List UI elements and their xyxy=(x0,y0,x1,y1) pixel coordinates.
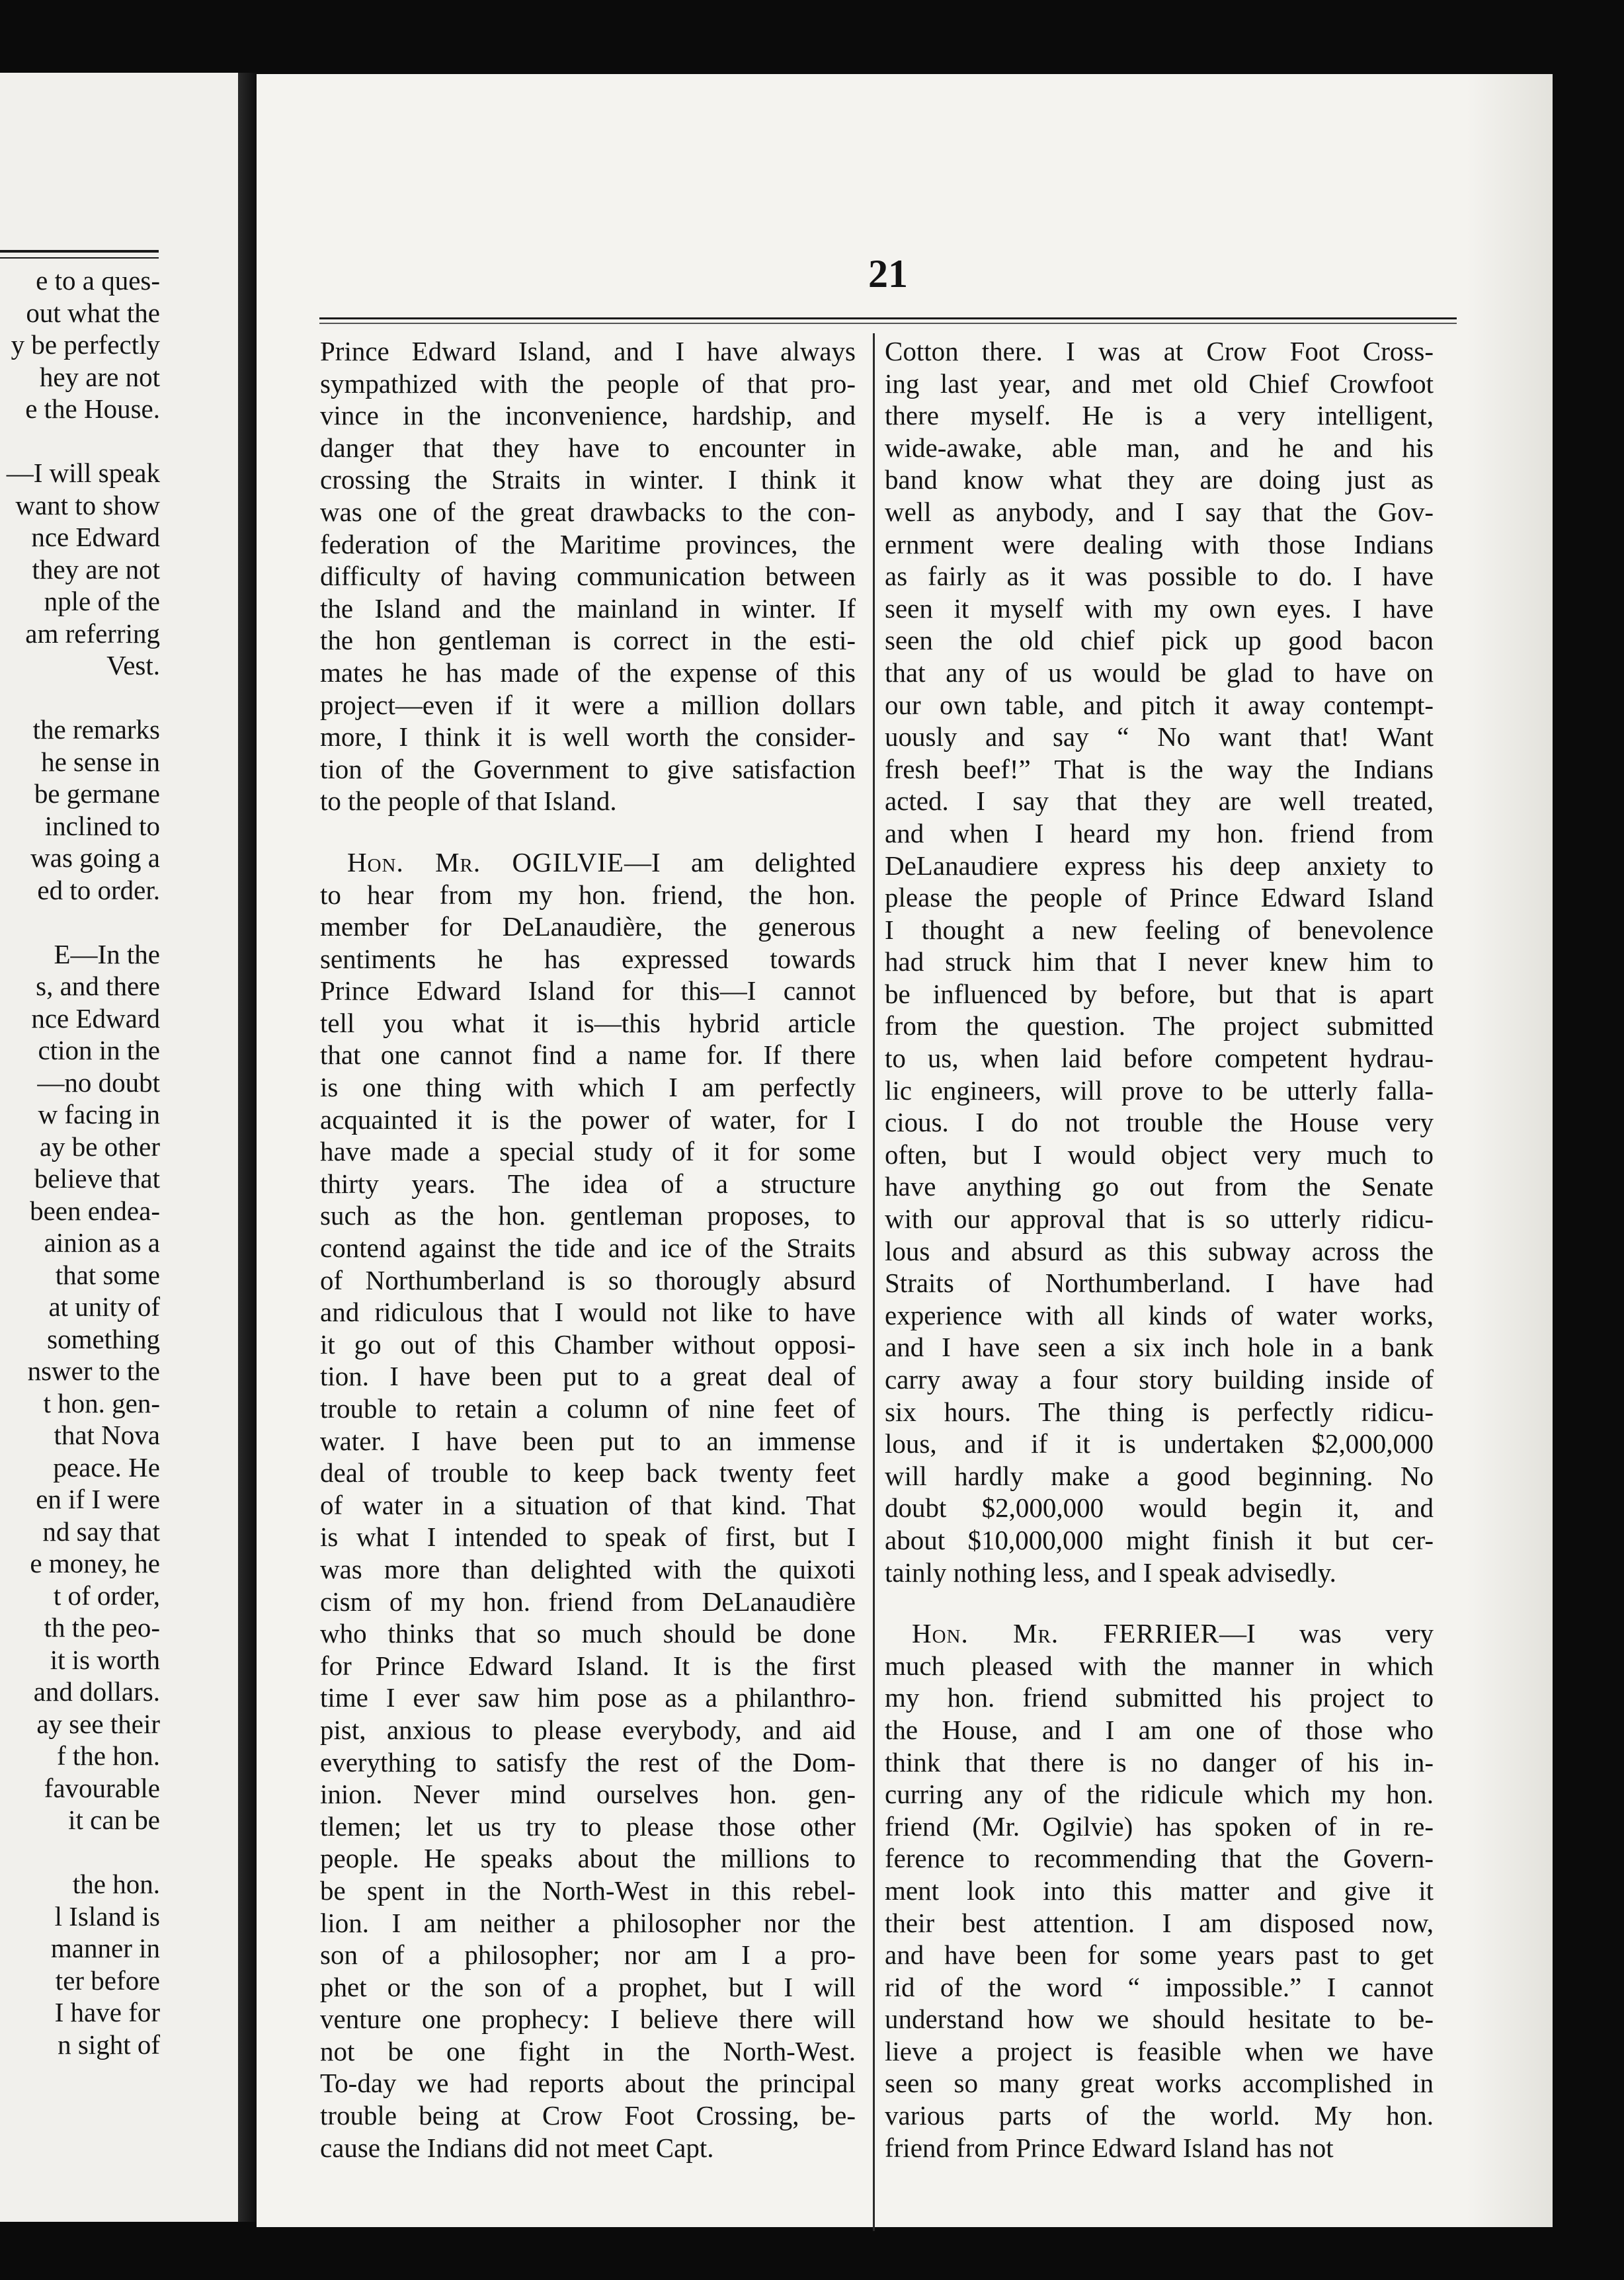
text-line: with our approval that is so utterly ridicu- xyxy=(885,1203,1434,1235)
text-line: and ridiculous that I would not like to have xyxy=(320,1297,856,1328)
text-line: curring any of the ridicule which my hon. xyxy=(885,1779,1434,1810)
text-line: ernment were dealing with those Indians xyxy=(885,528,1434,559)
text-line: lieve a project is feasible when we have xyxy=(885,2035,1434,2066)
text-line: project—even if it were a million dollars xyxy=(320,689,856,720)
text-line: more, I think it is well worth the consider- xyxy=(320,721,856,753)
previous-page-line: he sense in xyxy=(41,746,160,777)
previous-page-line xyxy=(0,425,160,458)
text-line: and when I heard my hon. friend from xyxy=(885,817,1434,848)
previous-page-line: inclined to xyxy=(44,810,160,841)
previous-page-line: nd say that xyxy=(42,1516,160,1547)
text-line: be influenced by before, but that is apart xyxy=(885,978,1434,1009)
right-column-paragraph-1 xyxy=(885,335,1434,1588)
text-line: water. I have been put to an immense xyxy=(320,1425,856,1456)
text-line: tion of the Government to give satisfaction xyxy=(320,753,856,784)
text-line: tainly nothing less, and I speak advisedly. xyxy=(885,1557,1336,1588)
text-line: Prince Edward Island for this—I cannot xyxy=(320,975,856,1006)
text-line: trouble being at Crow Foot Crossing, be- xyxy=(320,2100,856,2131)
text-line: inion. Never mind ourselves hon. gen- xyxy=(320,1779,856,1810)
text-line: member for DeLanaudière, the generous xyxy=(320,911,856,942)
previous-page-line: something xyxy=(47,1323,160,1354)
previous-page-line: ction in the xyxy=(38,1035,160,1065)
text-line: acquainted it is the power of water, for I xyxy=(320,1104,856,1135)
previous-page-rule xyxy=(0,250,159,259)
text-line: cious. I do not trouble the House very xyxy=(885,1107,1434,1138)
text-line xyxy=(885,1617,1434,1650)
text-line: not be one fight in the North-West. xyxy=(320,2035,856,2066)
previous-page-line: en if I were xyxy=(36,1484,160,1514)
previous-page-line: believe that xyxy=(34,1163,160,1194)
text-line: and I have seen a six inch hole in a bank xyxy=(885,1332,1434,1363)
speech-text: —I was very xyxy=(1219,1618,1434,1649)
previous-page-line xyxy=(0,1836,160,1869)
text-line: seen it myself with my own eyes. I have xyxy=(885,592,1434,624)
previous-page-line: been endea- xyxy=(30,1195,160,1226)
previous-page-line: they are not xyxy=(32,553,160,585)
paragraph-gap xyxy=(320,817,856,846)
text-line: lous, and if it is undertaken $2,000,000 xyxy=(885,1428,1434,1459)
left-column-paragraph-ogilvie xyxy=(320,846,856,2164)
previous-page-line: am referring xyxy=(25,618,160,649)
text-line: DeLanaudiere express his deep anxiety to xyxy=(885,850,1434,881)
text-line: of Northumberland is so thorougly absurd xyxy=(320,1264,856,1295)
text-line: deal of trouble to keep back twenty feet xyxy=(320,1457,856,1488)
previous-page xyxy=(0,73,239,2222)
previous-page-line: the hon. xyxy=(72,1869,160,1899)
previous-page-line: be germane xyxy=(34,778,160,809)
previous-page-line xyxy=(0,906,160,938)
text-line: will hardly make a good beginning. No xyxy=(885,1460,1434,1491)
text-line: have anything go out from the Senate xyxy=(885,1171,1434,1202)
text-line: from the question. The project submitted xyxy=(885,1010,1434,1041)
previous-page-line: t of order, xyxy=(53,1580,160,1611)
paragraph-gap xyxy=(885,1588,1434,1617)
text-line: I thought a new feeling of benevolence xyxy=(885,914,1434,945)
previous-page-line: ainion as a xyxy=(44,1227,160,1258)
text-line: often, but I would object very much to xyxy=(885,1139,1434,1170)
speaker-name: Hon. Mr. OGILVIE xyxy=(347,846,624,877)
text-line: ing last year, and met old Chief Crowfoot xyxy=(885,368,1434,399)
previous-page-line: peace. He xyxy=(53,1451,160,1483)
previous-page-line: l Island is xyxy=(54,1900,160,1932)
text-line: Cotton there. I was at Crow Foot Cross- xyxy=(885,336,1434,366)
text-line: was more than delighted with the quixoti xyxy=(320,1553,856,1584)
previous-page-line: was going a xyxy=(30,842,160,873)
previous-page-line: favourable xyxy=(44,1772,160,1803)
right-column-paragraph-ferrier xyxy=(885,1617,1434,2164)
speaker-name: Hon. Mr. FERRIER xyxy=(912,1618,1220,1649)
text-line: cause the Indians did not meet Capt. xyxy=(320,2132,714,2163)
text-line: to the people of that Island. xyxy=(320,786,617,817)
previous-page-line: s, and there xyxy=(36,971,160,1001)
text-line: cism of my hon. friend from DeLanaudière xyxy=(320,1586,856,1617)
text-line: it go out of this Chamber without opposi- xyxy=(320,1328,856,1360)
text-line: was one of the great drawbacks to the con- xyxy=(320,496,856,527)
text-line: much pleased with the manner in which xyxy=(885,1650,1434,1681)
text-line: various parts of the world. My hon. xyxy=(885,2100,1434,2131)
previous-page-line: I have for xyxy=(54,1997,160,2027)
text-line: sentiments he has expressed towards xyxy=(320,943,856,974)
previous-page-line: w facing in xyxy=(38,1099,160,1129)
text-line: sympathized with the people of that pro- xyxy=(320,368,856,399)
text-line: that any of us would be glad to have on xyxy=(885,657,1434,688)
text-line: doubt $2,000,000 would begin it, and xyxy=(885,1492,1434,1524)
previous-page-line: nce Edward xyxy=(31,522,160,552)
page-number: 21 xyxy=(868,252,908,296)
previous-page-line: manner in xyxy=(50,1933,160,1963)
text-line: pist, anxious to please everybody, and aid xyxy=(320,1714,856,1745)
text-line: friend (Mr. Ogilvie) has spoken of in re- xyxy=(885,1811,1434,1842)
text-line: phet or the son of a prophet, but I will xyxy=(320,1971,856,2002)
previous-page-line: want to show xyxy=(15,489,160,520)
text-line: have made a special study of it for some xyxy=(320,1136,856,1167)
previous-page-line: hey are not xyxy=(39,361,160,392)
text-line: lic engineers, will prove to be utterly falla- xyxy=(885,1075,1434,1106)
text-line: seen the old chief pick up good bacon xyxy=(885,625,1434,656)
previous-page-line: it is worth xyxy=(50,1644,160,1675)
previous-page-line: —no doubt xyxy=(37,1067,160,1098)
text-line: be spent in the North-West in this rebel- xyxy=(320,1875,856,1906)
text-line: my hon. friend submitted his project to xyxy=(885,1682,1434,1713)
previous-page-line: that Nova xyxy=(54,1420,160,1450)
previous-page-line: f the hon. xyxy=(57,1740,160,1771)
previous-page-line: ay see their xyxy=(36,1708,160,1739)
previous-page-line: Vest. xyxy=(106,650,160,680)
text-line: think that there is no danger of his in- xyxy=(885,1746,1434,1777)
text-line: tion. I have been put to a great deal of xyxy=(320,1361,856,1392)
previous-page-line: nple of the xyxy=(44,586,160,616)
text-line: had struck him that I never knew him to xyxy=(885,946,1434,977)
previous-page-text xyxy=(0,265,160,2060)
text-line: vince in the inconvenience, hardship, and xyxy=(320,400,856,431)
book-gutter xyxy=(238,73,258,2222)
text-line: uously and say “ No want that! Want xyxy=(885,721,1434,753)
text-line: seen so many great works accomplished in xyxy=(885,2068,1434,2099)
text-line: contend against the tide and ice of the Straits xyxy=(320,1233,856,1264)
text-line: trouble to retain a column of nine feet of xyxy=(320,1393,856,1424)
text-line: people. He speaks about the millions to xyxy=(320,1843,856,1874)
text-line: band know what they are doing just as xyxy=(885,464,1434,495)
left-column-paragraph-1 xyxy=(320,335,856,817)
text-line: ment look into this matter and give it xyxy=(885,1875,1434,1906)
text-line: venture one prophecy: I believe there will xyxy=(320,2004,856,2035)
previous-page-line: out what the xyxy=(26,297,160,328)
text-line: as fairly as it was possible to do. I have xyxy=(885,561,1434,592)
text-line: to us, when laid before competent hydrau- xyxy=(885,1043,1434,1074)
previous-page-line: e the House. xyxy=(25,393,160,424)
text-line: wide-awake, able man, and he and his xyxy=(885,432,1434,463)
text-line: Straits of Northumberland. I have had xyxy=(885,1268,1434,1299)
previous-page-line: ed to order. xyxy=(37,874,160,905)
column-divider xyxy=(873,333,875,2231)
previous-page-line xyxy=(0,682,160,714)
text-line: rid of the word “ impossible.” I cannot xyxy=(885,1971,1434,2002)
previous-page-line: th the peo- xyxy=(44,1612,160,1643)
text-line: about $10,000,000 might finish it but cer- xyxy=(885,1524,1434,1555)
text-line: six hours. The thing is perfectly ridicu- xyxy=(885,1396,1434,1427)
previous-page-line: e to a ques- xyxy=(36,265,160,296)
text-line: such as the hon. gentleman proposes, to xyxy=(320,1200,856,1231)
text-line: tell you what it is—this hybrid article xyxy=(320,1007,856,1038)
text-line: is one thing with which I am perfectly xyxy=(320,1072,856,1103)
previous-page-line: that some xyxy=(55,1259,160,1290)
text-line: the House, and I am one of those who xyxy=(885,1714,1434,1745)
text-line: please the people of Prince Edward Island xyxy=(885,882,1434,913)
previous-page-line: at unity of xyxy=(48,1291,160,1322)
text-line: there myself. He is a very intelligent, xyxy=(885,400,1434,431)
text-line: thirty years. The idea of a structure xyxy=(320,1168,856,1199)
text-line xyxy=(320,846,856,879)
text-line: ference to recommending that the Govern- xyxy=(885,1843,1434,1874)
previous-page-line: n sight of xyxy=(58,2029,160,2060)
text-line: mates he has made of the expense of this xyxy=(320,657,856,688)
text-line: our own table, and pitch it away contempt- xyxy=(885,689,1434,720)
text-line: is what I intended to speak of first, but I xyxy=(320,1522,856,1553)
text-line: lous and absurd as this subway across the xyxy=(885,1235,1434,1266)
previous-page-line: it can be xyxy=(68,1805,160,1835)
current-page xyxy=(257,74,1553,2227)
left-column xyxy=(320,335,856,2164)
text-line: that one cannot find a name for. If there xyxy=(320,1039,856,1071)
text-line: for Prince Edward Island. It is the first xyxy=(320,1650,856,1681)
previous-page-line: t hon. gen- xyxy=(43,1387,160,1418)
text-line: danger that they have to encounter in xyxy=(320,432,856,463)
text-line: understand how we should hesitate to be- xyxy=(885,2004,1434,2035)
text-line: tlemen; let us try to please those other xyxy=(320,1811,856,1842)
text-line: everything to satisfy the rest of the Dom- xyxy=(320,1746,856,1777)
speech-text: —I am delighted xyxy=(624,846,856,877)
text-line: well as anybody, and I say that the Gov- xyxy=(885,496,1434,527)
previous-page-line: and dollars. xyxy=(33,1676,160,1707)
text-line: lion. I am neither a philosopher nor the xyxy=(320,1907,856,1938)
previous-page-line: ay be other xyxy=(39,1131,160,1162)
text-line: Prince Edward Island, and I have always xyxy=(320,336,856,366)
previous-page-line: ter before xyxy=(55,1965,160,1996)
page-edge-shading xyxy=(1467,74,1553,2227)
text-line: of water in a situation of that kind. That xyxy=(320,1489,856,1520)
text-line: friend from Prince Edward Island has not xyxy=(885,2132,1334,2163)
text-line: acted. I say that they are well treated, xyxy=(885,786,1434,817)
text-line: federation of the Maritime provinces, the xyxy=(320,528,856,559)
text-line: and have been for some years past to get xyxy=(885,1939,1434,1971)
previous-page-line: the remarks xyxy=(32,714,160,745)
text-line: difficulty of having communication between xyxy=(320,561,856,592)
text-line: crossing the Straits in winter. I think it xyxy=(320,464,856,495)
previous-page-line: nswer to the xyxy=(27,1356,160,1386)
previous-page-line: nce Edward xyxy=(31,1002,160,1034)
text-line: who thinks that so much should be done xyxy=(320,1618,856,1649)
text-line: son of a philosopher; nor am I a pro- xyxy=(320,1939,856,1971)
text-line: To-day we had reports about the principal xyxy=(320,2068,856,2099)
text-line: carry away a four story building inside of xyxy=(885,1364,1434,1395)
text-line: to hear from my hon. friend, the hon. xyxy=(320,879,856,910)
previous-page-line: y be perfectly xyxy=(11,329,160,360)
text-line: experience with all kinds of water works, xyxy=(885,1299,1434,1330)
text-line: the Island and the mainland in winter. If xyxy=(320,592,856,624)
text-line: the hon gentleman is correct in the esti- xyxy=(320,625,856,656)
header-rule xyxy=(319,317,1457,324)
previous-page-line: E—In the xyxy=(54,938,160,969)
previous-page-line: —I will speak xyxy=(6,458,160,488)
text-line: their best attention. I am disposed now, xyxy=(885,1907,1434,1938)
text-line: fresh beef!” That is the way the Indians xyxy=(885,753,1434,784)
text-line: time I ever saw him pose as a philanthro- xyxy=(320,1682,856,1713)
right-column xyxy=(885,335,1434,2164)
previous-page-line: e money, he xyxy=(30,1548,160,1578)
